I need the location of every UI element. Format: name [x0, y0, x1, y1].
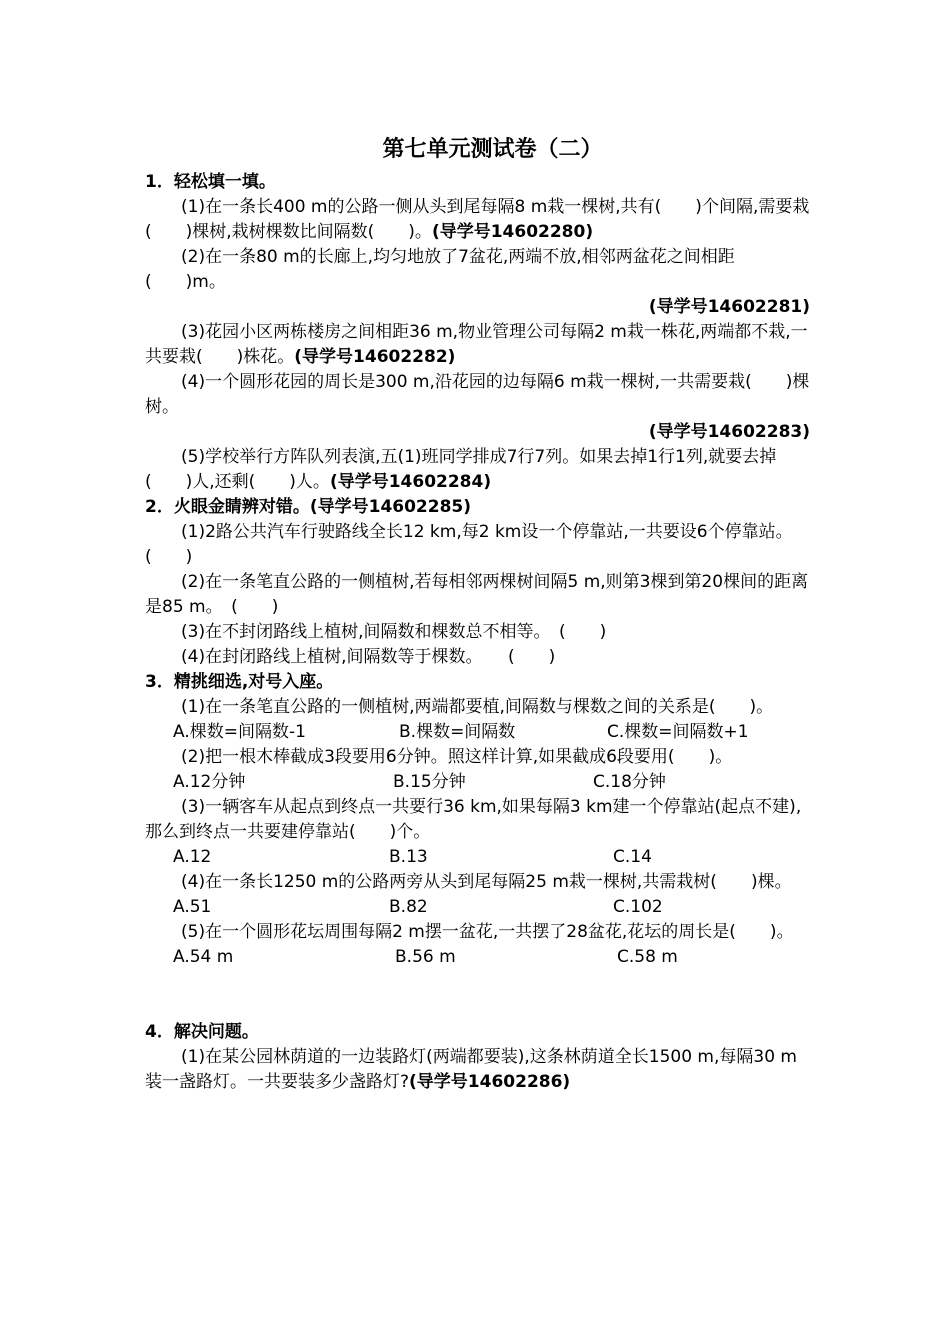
- s3-question-4: (4)在一条长1250 m的公路两旁从头到尾每隔25 m栽一棵树,共需栽树( )棵。: [181, 872, 792, 892]
- s1-q3-ref: (导学号14602282): [294, 347, 456, 367]
- s1-question-4: (4)一个圆形花园的周长是300 m,沿花园的边每隔6 m栽一棵树,一共需要栽( )棵树。: [145, 372, 810, 417]
- s3-q2-option-a: A.12分钟: [173, 772, 246, 792]
- s2-question-1: (1)2路公共汽车行驶路线全长12 km,每2 km设一个停靠站,一共要设6个停靠站。( ): [145, 522, 793, 567]
- s1-q3-text: (3)花园小区两栋楼房之间相距36 m,物业管理公司每隔2 m栽一株花,两端都不栽,一共要栽( )株花。: [145, 322, 808, 367]
- s3-question-5: (5)在一个圆形花坛周围每隔2 m摆一盆花,一共摆了28盆花,花坛的周长是( )。: [181, 922, 794, 942]
- s2-question-3: (3)在不封闭路线上植树,间隔数和棵数总不相等。 ( ): [181, 622, 607, 642]
- s3-q1-option-b: B.棵数=间隔数: [399, 722, 516, 742]
- s3-q2-option-b: B.15分钟: [393, 772, 466, 792]
- s3-q1-option-a: A.棵数=间隔数-1: [173, 722, 306, 742]
- section-spacer: [145, 970, 810, 1020]
- s3-q3-option-b: B.13: [389, 847, 428, 867]
- s1-question-5: [145, 445, 810, 495]
- s3-question-2: (2)把一根木棒截成3段要用6分钟。照这样计算,如果截成6段要用( )。: [181, 747, 733, 767]
- s4-q1-text: (1)在某公园林荫道的一边装路灯(两端都要装),这条林荫道全长1500 m,每隔30 m装一盏路灯。一共要装多少盏路灯?: [145, 1047, 797, 1092]
- s3-q3-option-a: A.12: [173, 847, 212, 867]
- section-4-heading: 4．解决问题。: [145, 1022, 259, 1042]
- s3-question-3: (3)一辆客车从起点到终点一共要行36 km,如果每隔3 km建一个停靠站(起点不建),那么到终点一共要建停靠站( )个。: [145, 797, 802, 842]
- s2-heading-text: 2．火眼金睛辨对错。: [145, 497, 310, 517]
- s3-q3-options: [145, 845, 810, 870]
- worksheet-content: [145, 135, 810, 1095]
- s1-question-3: [145, 320, 810, 370]
- s3-q1-options: [145, 720, 810, 745]
- s1-q1-text: (1)在一条长400 m的公路一侧从头到尾每隔8 m栽一棵树,共有( )个间隔,需要栽( )棵树,栽树棵数比间隔数( )。: [145, 197, 810, 242]
- s3-q1-option-c: C.棵数=间隔数+1: [607, 722, 749, 742]
- section-3-heading: 3．精挑细选,对号入座。: [145, 672, 334, 692]
- s2-question-2: (2)在一条笔直公路的一侧植树,若每相邻两棵树间隔5 m,则第3棵到第20棵间的距离是85 m。 ( ): [145, 572, 809, 617]
- s3-q4-option-b: B.82: [389, 897, 428, 917]
- s4-q1-ref: (导学号14602286): [409, 1072, 571, 1092]
- s3-q3-option-c: C.14: [613, 847, 652, 867]
- s3-question-1: (1)在一条笔直公路的一侧植树,两端都要植,间隔数与棵数之间的关系是( )。: [181, 697, 774, 717]
- s1-q5-ref: (导学号14602284): [329, 472, 492, 492]
- s2-heading-ref: (导学号14602285): [309, 497, 472, 517]
- section-1-heading: 1．轻松填一填。: [145, 172, 276, 192]
- s4-question-1: [145, 1045, 810, 1095]
- section-2-heading: [145, 495, 810, 520]
- s3-q4-options: [145, 895, 810, 920]
- s3-q5-option-b: B.56 m: [395, 947, 456, 967]
- page-title: 第七单元测试卷（二）: [382, 136, 603, 162]
- s2-question-4: (4)在封闭路线上植树,间隔数等于棵数。 ( ): [181, 647, 556, 667]
- s1-q5-text: (5)学校举行方阵队列表演,五(1)班同学排成7行7列。如果去掉1行1列,就要去掉( )人,还剩( )人。: [145, 447, 777, 492]
- s3-q5-option-c: C.58 m: [617, 947, 678, 967]
- s1-q1-ref: (导学号14602280): [431, 222, 594, 242]
- s3-q4-option-a: A.51: [173, 897, 212, 917]
- s1-q2-ref: (导学号14602281): [648, 297, 810, 317]
- s3-q4-option-c: C.102: [613, 897, 663, 917]
- s1-question-1: [145, 195, 810, 245]
- s3-q5-options: [145, 945, 810, 970]
- s3-q5-option-a: A.54 m: [173, 947, 234, 967]
- s3-q2-options: [145, 770, 810, 795]
- s1-q4-ref: (导学号14602283): [648, 422, 810, 442]
- s3-q2-option-c: C.18分钟: [593, 772, 666, 792]
- s1-question-2: (2)在一条80 m的长廊上,均匀地放了7盆花,两端不放,相邻两盆花之间相距( )m。: [145, 247, 735, 292]
